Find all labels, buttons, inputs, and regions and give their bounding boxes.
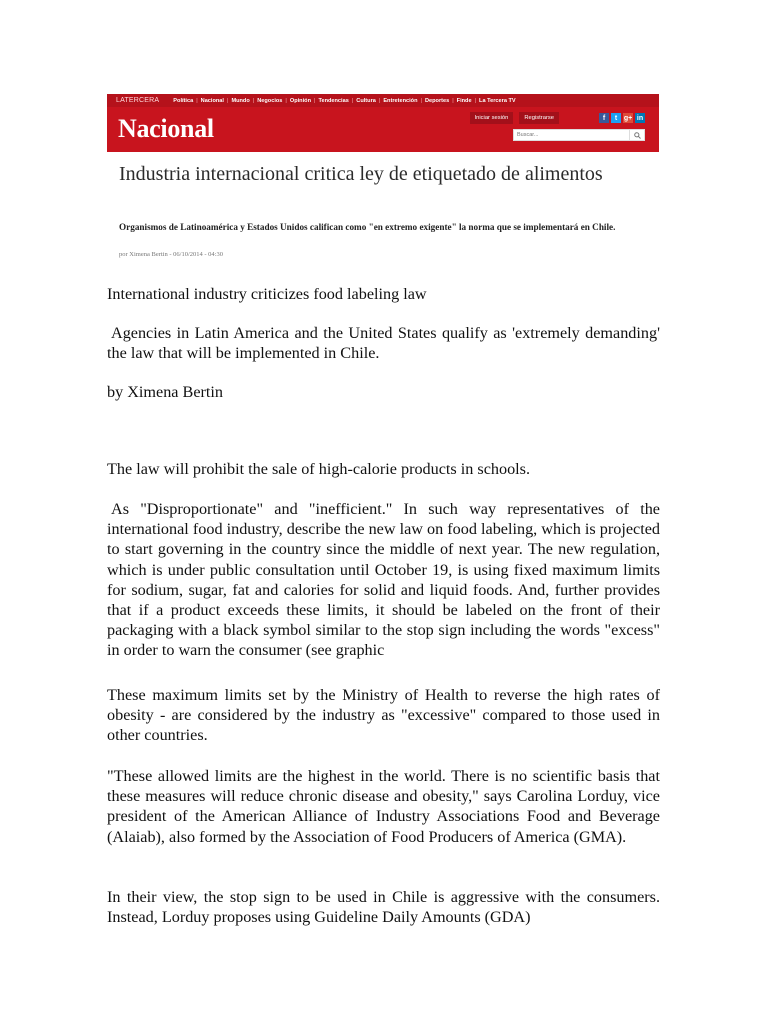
google-plus-icon[interactable]: g+ [623, 114, 633, 122]
nav-item-politica[interactable]: Política [173, 97, 194, 104]
nav-item-deportes[interactable]: Deportes [424, 97, 450, 104]
nav-item-entretencion[interactable]: Entretención [383, 97, 418, 104]
section-header [107, 107, 659, 152]
nav-item-opinion[interactable]: Opinión [289, 97, 311, 104]
nav-item-mundo[interactable]: Mundo [231, 97, 250, 104]
article-lead: Agencies in Latin America and the United States qualify as 'extremely demanding' the law that will be implemented in Chile. [107, 324, 660, 363]
auth-links [470, 112, 559, 124]
article-byline: by Ximena Bertin [107, 383, 223, 401]
facebook-icon[interactable]: f [599, 113, 609, 123]
section-title: Nacional [118, 114, 214, 143]
nav-item-cultura[interactable]: Cultura [356, 97, 376, 104]
nav-item-negocios[interactable]: Negocios [257, 97, 283, 104]
register-button[interactable]: Registrarse [519, 112, 559, 124]
social-icons [599, 113, 645, 123]
article-paragraph-1: The law will prohibit the sale of high-calorie products in schools. [107, 460, 531, 478]
article-title: International industry criticizes food labeling law [107, 285, 427, 303]
brand-logo: LATERCERA [116, 97, 160, 104]
clipping-byline: por Ximena Bertin - 06/10/2014 - 04:30 [119, 251, 223, 258]
clipping-subhead: Organismos de Latinoamérica y Estados Unidos califican como "en extremo exigente" la norma que se implementará en Chile. [119, 222, 616, 232]
newspaper-clipping [107, 94, 659, 264]
nav-item-la-tercera-tv[interactable]: La Tercera TV [479, 97, 516, 104]
search-input[interactable] [514, 132, 629, 138]
search-icon[interactable] [629, 130, 644, 140]
linkedin-icon[interactable]: in [636, 114, 644, 122]
login-button[interactable]: Iniciar sesión [470, 112, 514, 124]
search-box [513, 129, 645, 141]
nav-item-nacional[interactable]: Nacional [200, 97, 224, 104]
twitter-icon[interactable]: t [611, 113, 621, 123]
clipping-topbar [107, 94, 659, 107]
article-paragraph-3: These maximum limits set by the Ministry of Health to reverse the high rates of obesity - are considered by the industry as "excessive" compared to those used in other countries. [107, 686, 660, 745]
article-paragraph-4: "These allowed limits are the highest in the world. There is no scientific basis that these measures will reduce chronic disease and obesity," says Carolina Lorduy, vice president of the American Alliance of Industry Associations Food and Beverage (Alaiab), also formed by the Association of Food Producers of America (GMA). [107, 767, 660, 846]
article-paragraph-2: As "Disproportionate" and "inefficient." In such way representatives of the international food industry, describe the new law on food labeling, which is projected to start governing in the country since the middle of next year. The new regulation, which is under public consultation until October 19, is using fixed maximum limits for sodium, sugar, fat and calories for solid and liquid foods. And, further provides that if a product exceeds these limits, it should be labeled on the front of their packaging with a black symbol similar to the stop sign including the words "excess" in order to warn the consumer (see graphic [107, 500, 660, 660]
article-paragraph-5: In their view, the stop sign to be used in Chile is aggressive with the consumers. Instead, Lorduy proposes using Guideline Daily Amounts (GDA) [107, 888, 660, 927]
nav-item-finde[interactable]: Finde [456, 97, 472, 104]
clipping-headline: Industria internacional critica ley de etiquetado de alimentos [119, 163, 603, 185]
main-nav: Política | Nacional | Mundo | Negocios | Opinión | Tendencias | Cultura | Entretención | Deportes | Finde | La Tercera TV [173, 97, 516, 104]
nav-item-tendencias[interactable]: Tendencias [318, 97, 349, 104]
